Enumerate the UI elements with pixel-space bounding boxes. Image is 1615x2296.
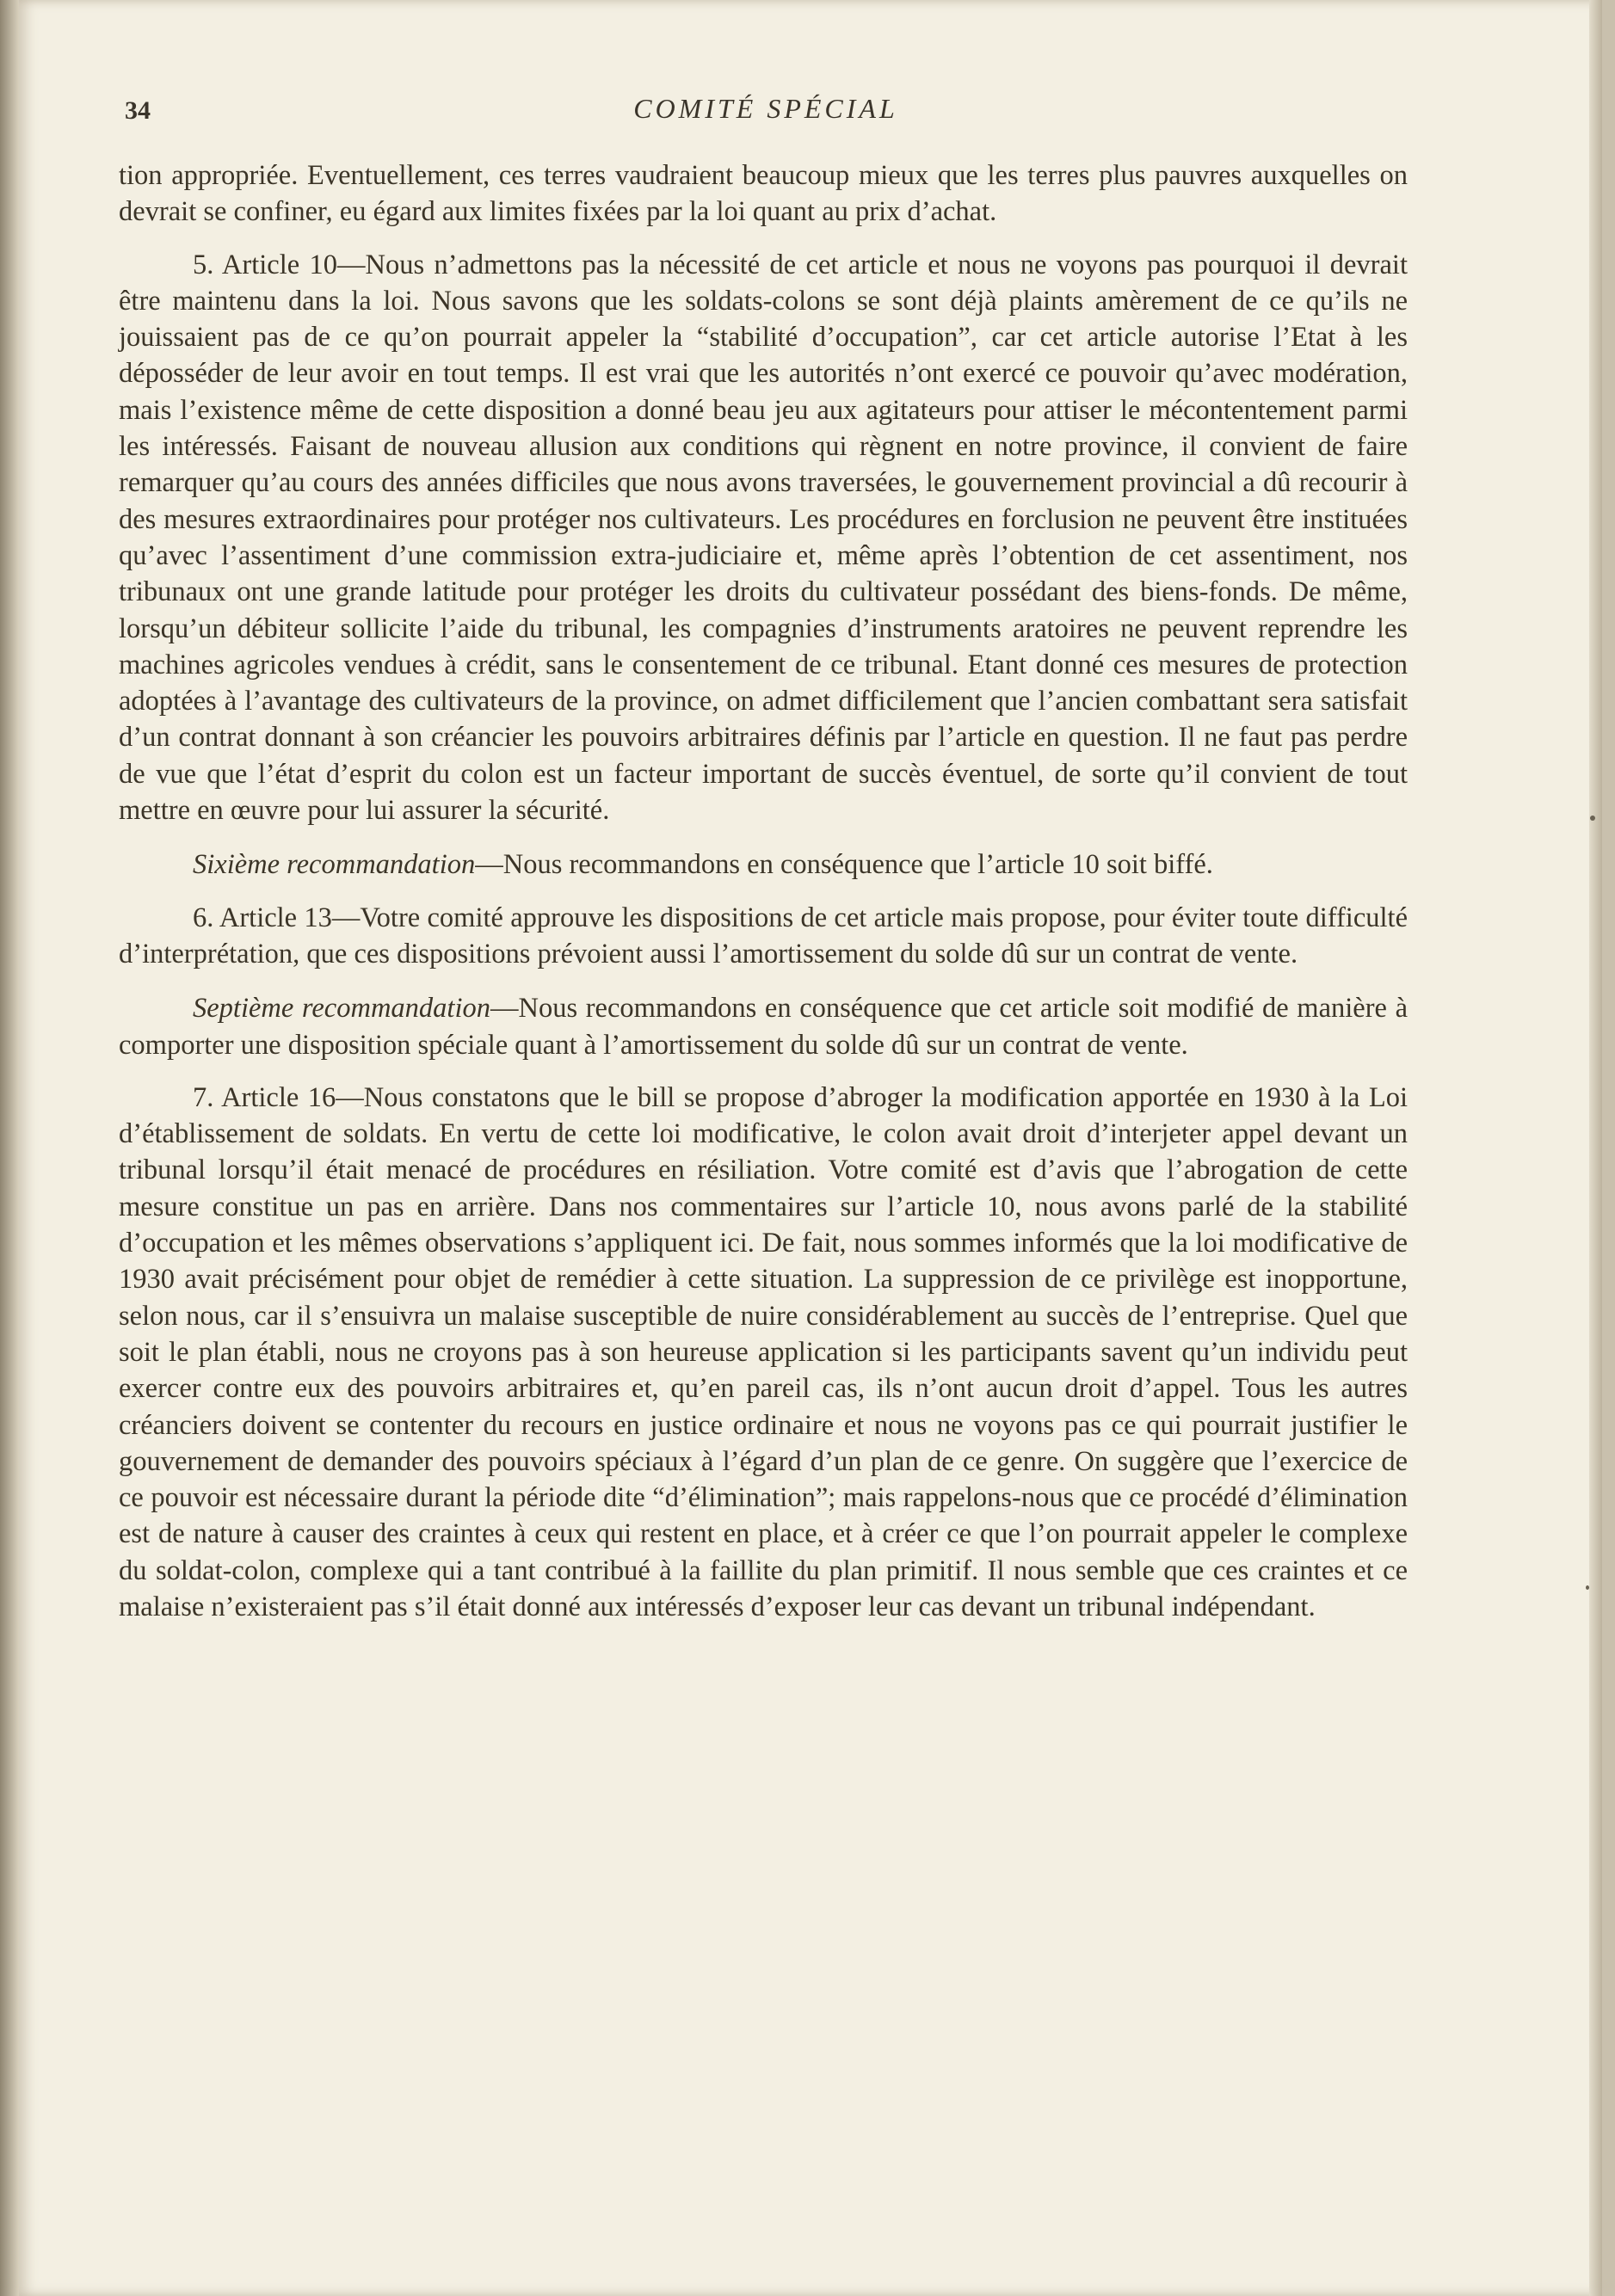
running-title: COMITÉ SPÉCIAL [633, 93, 898, 124]
paragraph-sixth-recommendation [119, 846, 1408, 883]
page-number: 34 [125, 96, 151, 125]
sixth-recommendation-text: —Nous recommandons en conséquence que l’article 10 soit biffé. [475, 849, 1213, 881]
book-spine [0, 0, 19, 2296]
seventh-recommendation-title: Septième recommandation [193, 993, 490, 1025]
paragraph-article-16: 7. Article 16—Nous constatons que le bill se propose d’abroger la modification apportée en 1930 à la Loi d’établissement de soldats. En vertu de cette loi modificative, le colon avait droit d’interjeter appel devant un tribunal lorsqu’il était menacé de procédures en résiliation. Votre comité est d’avis que l’abrogation de cette mesure constitue un pas en arrière. Dans nos commentaires sur l’article 10, nous avons parlé de la stabilité d’occupation et les mêmes observations s’appliquent ici. De fait, nous sommes informés que la loi modificative de 1930 avait précisément pour objet de remédier à cette situation. La suppression de ce privilège est inopportune, selon nous, car il s’ensuivra un malaise susceptible de nuire considérablement au succès de l’entreprise. Quel que soit le plan établi, nous ne croyons pas à son heureuse application si les participants savent qu’un individu peut exercer contre eux des pouvoirs arbitraires et, qu’en pareil cas, ils n’ont aucun droit d’appel. Tous les autres créanciers doivent se contenter du recours en justice ordinaire et nous ne voyons pas ce qui pourrait justifier le gouvernement de demander des pouvoirs spéciaux à l’égard d’un plan de ce genre. On suggère que l’exercice de ce pouvoir est nécessaire durant la période dite “d’élimination”; mais rappelons-nous que ce procédé d’élimination est de nature à causer des craintes à ceux qui restent en place, et à créer ce que l’on pourrait appeler le complexe du soldat-colon, complexe qui a tant contribué à la faillite du plan primitif. Il nous semble que ces craintes et ce malaise n’existeraient pas s’il était donné aux intéressés d’exposer leur cas devant un tribunal indépendant. [119, 1081, 1408, 1622]
paragraph-continued: tion appropriée. Eventuellement, ces terres vaudraient beaucoup mieux que les terres plus pauvres auxquelles on devrait se confiner, eu égard aux limites fixées par la loi quant au prix d’achat. [119, 160, 1408, 228]
paragraph-article-13: 6. Article 13—Votre comité approuve les dispositions de cet article mais propose, pour éviter toute difficulté d’interprétation, que ces dispositions prévoient aussi l’amortissement du solde dû sur un contrat de vente. [119, 902, 1408, 969]
page-body [119, 157, 1408, 1625]
sixth-recommendation-title: Sixième recommandation [193, 849, 476, 881]
paragraph-article-10: 5. Article 10—Nous n’admettons pas la nécessité de cet article et nous ne voyons pas pourquoi il devrait être maintenu dans la loi. Nous savons que les soldats-colons se sont déjà plaints amèrement de ce qu’ils ne jouissaient pas de ce qu’on pourrait appeler la “stabilité d’occupation”, car cet article autorise l’Etat à les déposséder de leur avoir en tout temps. Il est vrai que les autorités n’ont exercé ce pouvoir qu’avec modération, mais l’existence même de cette disposition a donné beau jeu aux agitateurs pour attiser le mécontentement parmi les intéressés. Faisant de nouveau allusion aux conditions qui règnent en notre province, il convient de faire remarquer qu’au cours des années difficiles que nous avons traversées, le gouvernement provincial a dû recourir à des mesures extraordinaires pour protéger nos cultivateurs. Les procédures en forclusion ne peuvent être instituées qu’avec l’assentiment d’une commission extra-judiciaire et, même après l’obtention de cet assentiment, nos tribunaux ont une grande latitude pour protéger les droits du cultivateur possédant des biens-fonds. De même, lorsqu’un débiteur sollicite l’aide du tribunal, les compagnies d’instruments aratoires ne peuvent reprendre les machines agricoles vendues à crédit, sans le consentement de ce tribunal. Etant donné ces mesures de protection adoptées à l’avantage des cultivateurs de la province, on admet difficilement que l’ancien combattant sera satisfait d’un contrat donnant à son créancier les pouvoirs arbitraires définis par l’article en question. Il ne faut pas perdre de vue que l’état d’esprit du colon est un facteur important de succès éventuel, de sorte qu’il convient de tout mettre en œuvre pour lui assurer la sécurité. [119, 249, 1408, 827]
page-edge [1589, 0, 1602, 2296]
ink-speck [1586, 1585, 1589, 1590]
seventh-recommendation-text: —Nous recommandons en conséquence que cet article soit modifié de manière à comporter une disposition spéciale quant à l’amortissement du solde dû sur un contrat de vente. [119, 993, 1408, 1061]
paragraph-seventh-recommendation [119, 990, 1408, 1063]
page-header [125, 86, 1407, 138]
ink-speck [1590, 816, 1595, 821]
